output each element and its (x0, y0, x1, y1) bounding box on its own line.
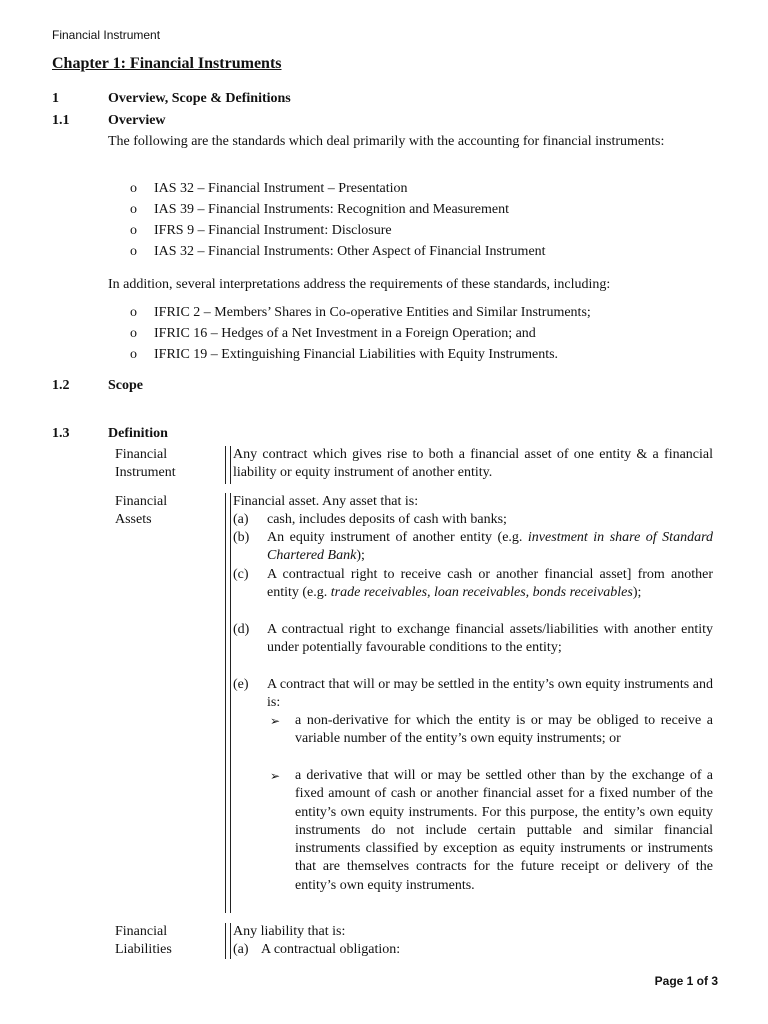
section-title: Definition (108, 426, 168, 441)
item-label: (a) (233, 942, 249, 957)
item-label: (c) (233, 567, 249, 582)
term-financial-assets: Financial Assets (115, 494, 168, 527)
financial-assets-intro: Financial asset. Any asset that is: (233, 494, 419, 509)
item-text: A contract that will or may be settled in the entity’s own equity instruments and is: (267, 677, 713, 711)
item-label: (d) (233, 622, 250, 637)
item-text: cash, includes deposits of cash with banks; (267, 512, 507, 527)
section-title: Scope (108, 378, 143, 393)
bullet-marker: o (130, 244, 137, 259)
section-number: 1.1 (52, 113, 70, 128)
item-label: (e) (233, 677, 249, 692)
term-financial-instrument: Financial Instrument (115, 447, 176, 480)
standard-item: IAS 32 – Financial Instrument – Presentation (154, 181, 408, 196)
definition-divider (225, 923, 231, 959)
chapter-title: Chapter 1: Financial Instruments (52, 55, 282, 72)
section-title: Overview, Scope & Definitions (108, 91, 291, 106)
financial-liabilities-intro: Any liability that is: (233, 924, 346, 939)
bullet-marker: o (130, 305, 137, 320)
interpretation-item: IFRIC 16 – Hedges of a Net Investment in a Foreign Operation; and (154, 326, 536, 341)
term-financial-liabilities: Financial Liabilities (115, 924, 172, 957)
definition-divider (225, 446, 231, 484)
interpretation-item: IFRIC 2 – Members’ Shares in Co-operative Entities and Similar Instruments; (154, 305, 591, 320)
item-label: (b) (233, 530, 250, 545)
section-number: 1 (52, 91, 59, 106)
overview-intro: The following are the standards which deal primarily with the accounting for financial instruments: (108, 134, 665, 149)
bullet-marker: o (130, 347, 137, 362)
item-text: An equity instrument of another entity (e.g. investment in share of Standard Chartered Bank); (267, 530, 713, 564)
arrow-bullet-icon: ➢ (270, 714, 281, 728)
sub-item-text: a non-derivative for which the entity is or may be obliged to receive a variable number of the entity’s own equity instruments; or (295, 713, 713, 747)
sub-item-text: a derivative that will or may be settled other than by the exchange of a fixed amount of cash or another financial asset for a fixed number of the entity’s own equity instruments. For this purpose, the entity’s own equity instruments do not include certain puttable and similar financial instruments classified by exception as equity instruments or instruments that are themselves contracts for the future receipt or delivery of the entity’s own equity instruments. (295, 768, 713, 893)
standard-item: IFRS 9 – Financial Instrument: Disclosure (154, 223, 392, 238)
item-text: A contractual right to receive cash or another financial asset] from another entity (e.g. trade receivables, loan receivables, bonds receivables); (267, 567, 713, 601)
item-text: A contractual obligation: (261, 942, 401, 957)
page-header: Financial Instrument (52, 28, 161, 42)
definition-divider (225, 493, 231, 913)
section-number: 1.2 (52, 378, 70, 393)
arrow-bullet-icon: ➢ (270, 769, 281, 783)
section-title: Overview (108, 113, 166, 128)
standard-item: IAS 32 – Financial Instruments: Other Aspect of Financial Instrument (154, 244, 546, 259)
standard-item: IAS 39 – Financial Instruments: Recognition and Measurement (154, 202, 509, 217)
bullet-marker: o (130, 326, 137, 341)
definition-financial-instrument: Any contract which gives rise to both a financial asset of one entity & a financial liability or equity instrument of another entity. (233, 447, 713, 480)
bullet-marker: o (130, 181, 137, 196)
section-number: 1.3 (52, 426, 70, 441)
item-text: A contractual right to exchange financial assets/liabilities with another entity under potentially favourable conditions to the entity; (267, 622, 713, 656)
bullet-marker: o (130, 202, 137, 217)
interpretations-intro: In addition, several interpretations address the requirements of these standards, including: (108, 277, 611, 292)
interpretation-item: IFRIC 19 – Extinguishing Financial Liabilities with Equity Instruments. (154, 347, 559, 362)
page-number: Page 1 of 3 (654, 974, 718, 988)
bullet-marker: o (130, 223, 137, 238)
item-label: (a) (233, 512, 249, 527)
